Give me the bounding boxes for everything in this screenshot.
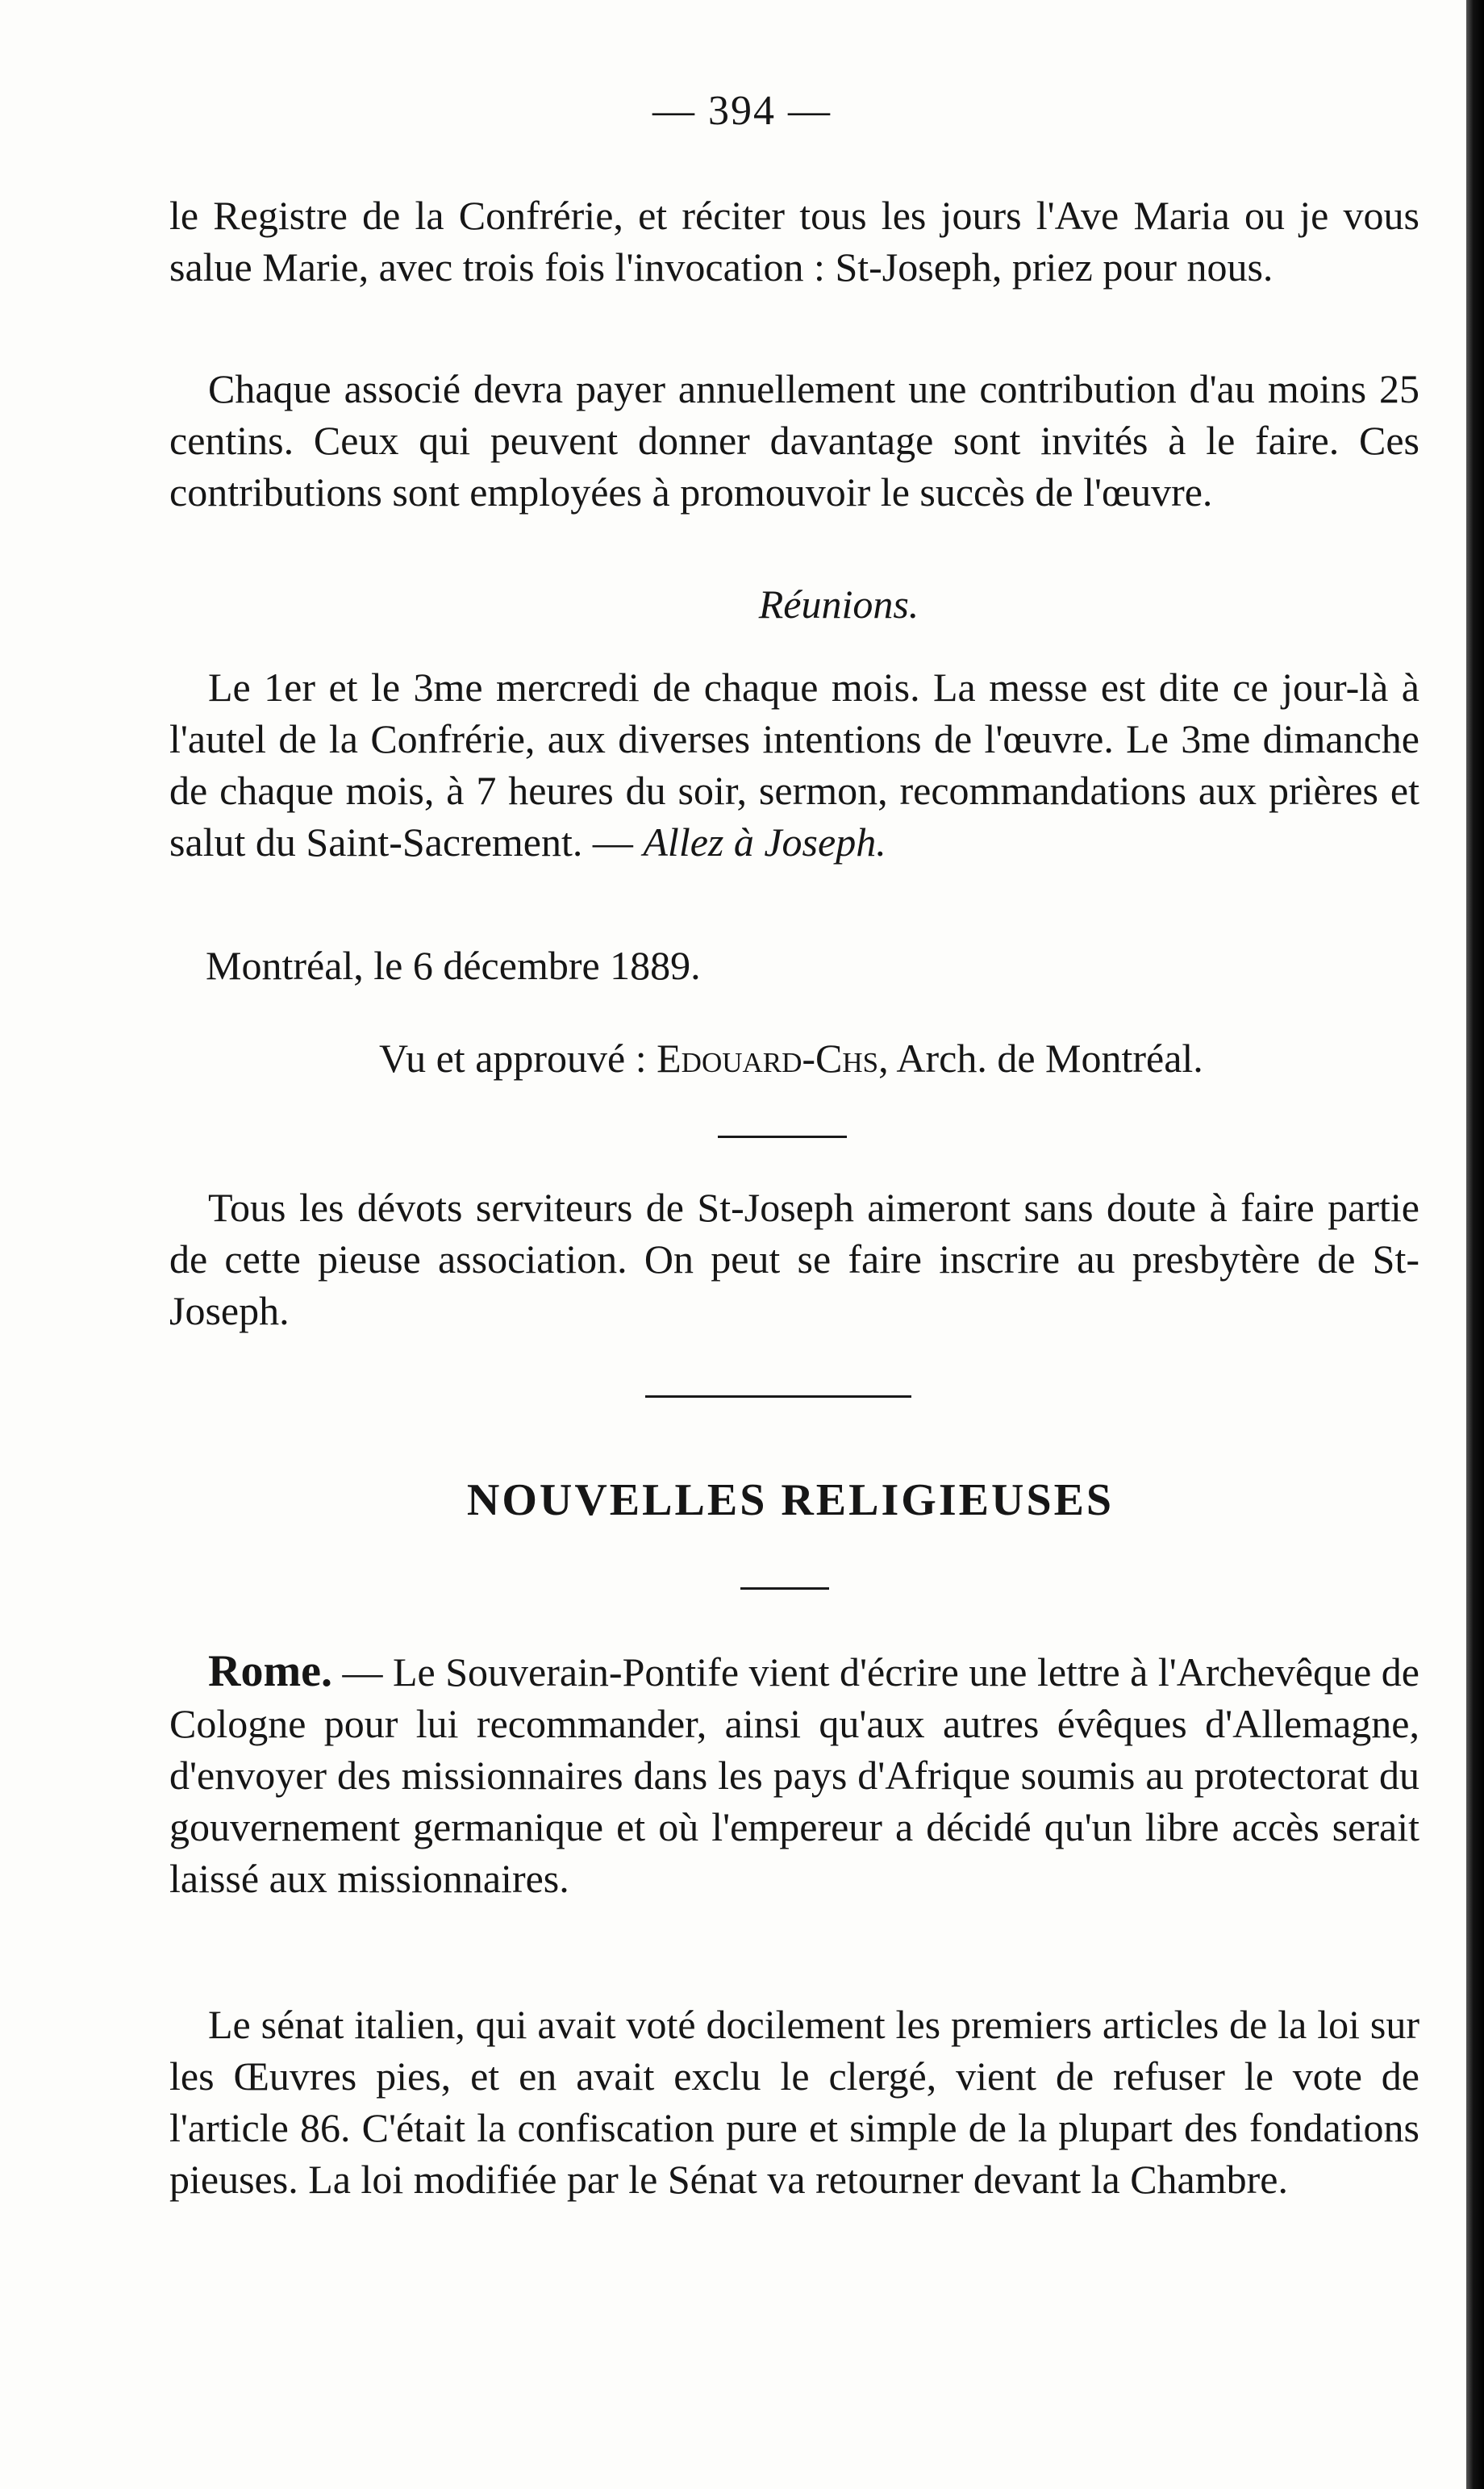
approval-name: Edouard-Chs (657, 1036, 879, 1081)
reunions-heading: Réunions. (758, 582, 919, 627)
devotes-paragraph: Tous les dévots serviteurs de St-Joseph aimeront sans doute à faire partie de cette pieuse association. On peut se faire inscrire au presbytère de St-Joseph. (169, 1185, 1419, 1333)
page-number: — 394 — (652, 88, 832, 134)
contribution-paragraph: Chaque associé devra payer annuellement une contribution d'au moins 25 centins. Ceux qui peuvent donner davantage sont invités à le faire. Ces contributions sont employées à promouvoir le succès de l'œuvre. (169, 366, 1419, 515)
approval-suffix: , Arch. de Montréal. (878, 1036, 1203, 1081)
section-title: NOUVELLES RELIGIEUSES (466, 1475, 1115, 1525)
separator-rule (740, 1587, 829, 1590)
separator-rule (718, 1136, 847, 1138)
senat-paragraph: Le sénat italien, qui avait voté docilement les premiers articles de la loi sur les Œuvres pies, et en avait exclu le clergé, vient de refuser le vote de l'article 86. C'était la confiscation pure et simple de la plupart des fondations pieuses. La loi modifiée par le Sénat va retourner devant la Chambre. (169, 2002, 1419, 2202)
approval-prefix: Vu et approuvé : (379, 1036, 647, 1081)
reunions-closing: Allez à Joseph. (643, 819, 886, 865)
book-spine-edge (1466, 0, 1484, 2489)
reunions-paragraph (169, 661, 1419, 868)
rome-paragraph (169, 1645, 1419, 1904)
reunions-text: Le 1er et le 3me mercredi de chaque mois. La messe est dite ce jour-là à l'autel de la Confrérie, aux diverses intentions de l'œuvre. Le 3me dimanche de chaque mois, à 7 heures du soir, sermon, recommandations aux prières et salut du Saint-Sacrement. — (169, 665, 1419, 865)
rome-lead: Rome. (208, 1646, 332, 1696)
approval-line (379, 1032, 1419, 1084)
rome-text: — Le Souverain-Pontife vient d'écrire une lettre à l'Archevêque de Cologne pour lui recommander, ainsi qu'aux autres évêques d'Allemagne, d'envoyer des missionnaires dans les pays d'Afrique soumis au protectorat du gouvernement germanique et où l'empereur a décidé qu'un libre accès serait laissé aux missionnaires. (169, 1649, 1419, 1901)
intro-paragraph: le Registre de la Confrérie, et réciter tous les jours l'Ave Maria ou je vous salue Marie, avec trois fois l'invocation : St-Joseph, priez pour nous. (169, 193, 1419, 290)
date-line: Montréal, le 6 décembre 1889. (206, 943, 701, 988)
separator-rule (645, 1395, 911, 1398)
